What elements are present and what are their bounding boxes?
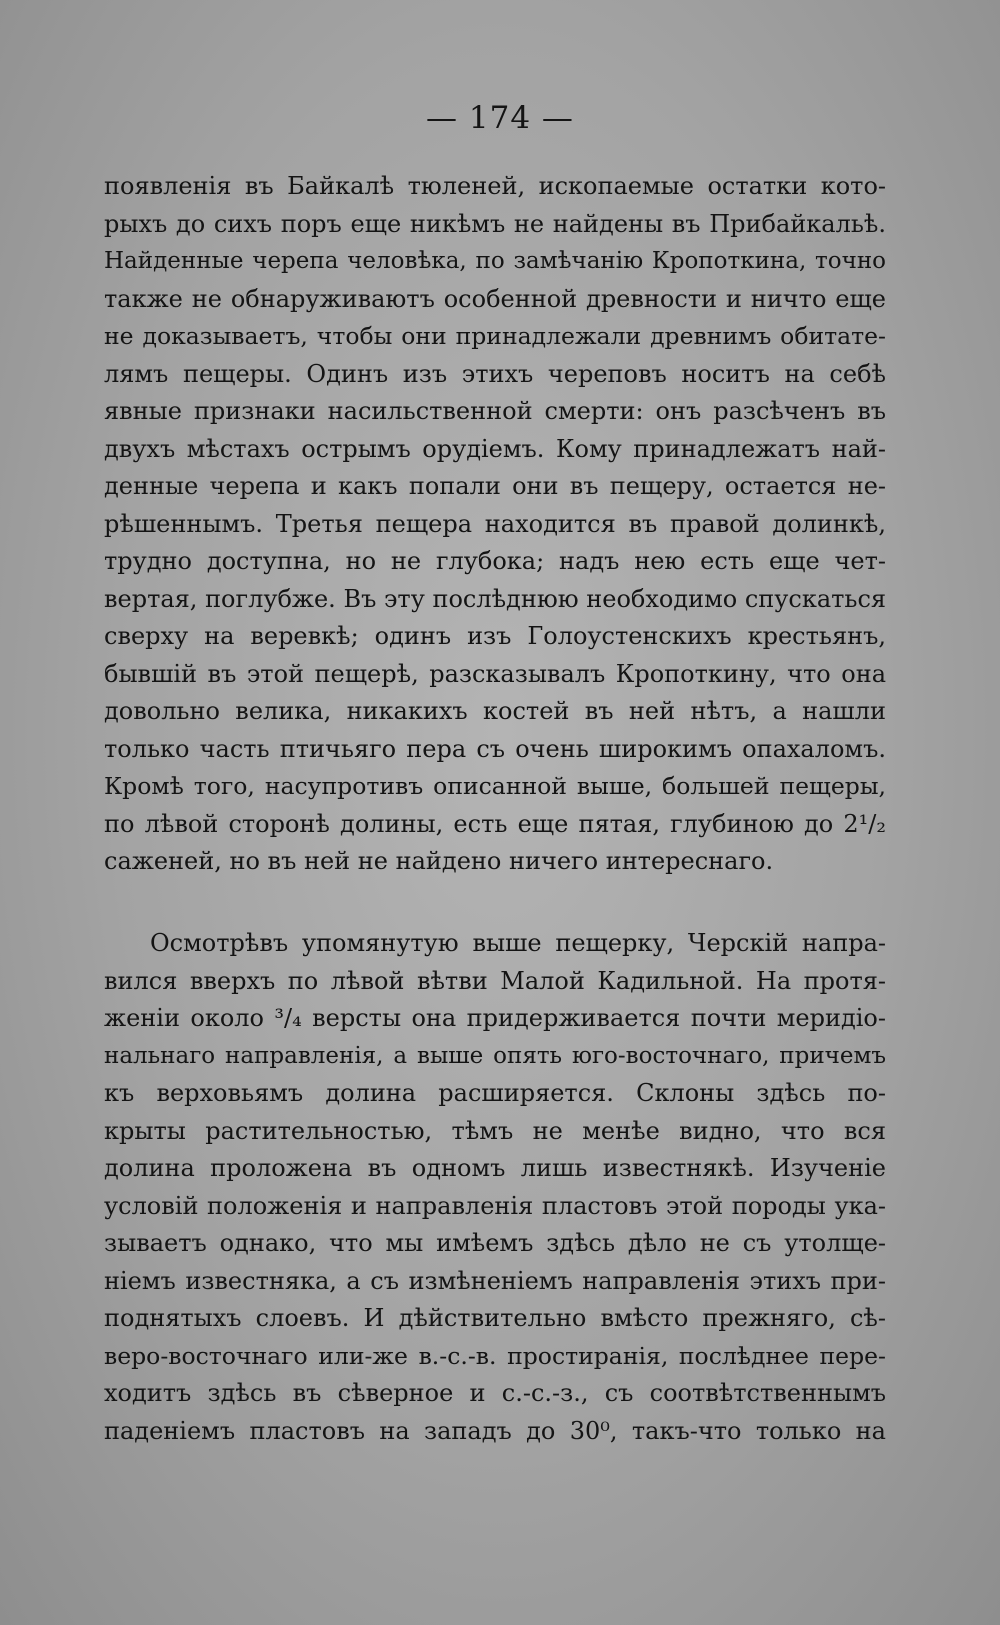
text-line: бывшій въ этой пещерѣ, разсказывалъ Кропоткину, что она: [104, 659, 886, 688]
text-line: рыхъ до сихъ поръ еще никѣмъ не найдены въ Прибайкальѣ.: [104, 209, 886, 238]
text-line: веро-восточнаго или-же в.-с.-в. простиранія, послѣднее пере-: [104, 1341, 886, 1370]
text-line: паденіемъ пластовъ на западъ до 30⁰, такъ-что только на: [104, 1416, 886, 1445]
text-line: появленія въ Байкалѣ тюленей, ископаемые остатки кото-: [104, 172, 886, 200]
text-line: Осмотрѣвъ упомянутую выше пещерку, Черскій напра-: [150, 929, 886, 957]
text-line: сверху на веревкѣ; одинъ изъ Голоустенскихъ крестьянъ,: [104, 622, 886, 650]
text-line: Кромѣ того, насупротивъ описанной выше, большей пещеры,: [104, 772, 886, 800]
text-line: саженей, но въ ней не найдено ничего интереснаго.: [104, 847, 774, 875]
text-line: по лѣвой сторонѣ долины, есть еще пятая, глубиною до 2¹/₂: [104, 809, 886, 838]
text-line: только часть птичьяго пера съ очень широкимъ опахаломъ.: [104, 734, 886, 763]
text-line: зываетъ однако, что мы имѣемъ здѣсь дѣло не съ утолще-: [104, 1229, 886, 1257]
text-line: трудно доступна, но не глубока; надъ нею есть еще чет-: [104, 547, 886, 575]
text-line: крыты растительностью, тѣмъ не менѣе видно, что вся: [104, 1116, 886, 1145]
text-line: ніемъ известняка, а съ измѣненіемъ направленія этихъ при-: [104, 1266, 886, 1295]
text-line: ходитъ здѣсь въ сѣверное и с.-с.-з., съ соотвѣтственнымъ: [104, 1379, 886, 1407]
text-line: нальнаго направленія, а выше опять юго-восточнаго, причемъ: [104, 1042, 886, 1069]
text-line: денные черепа и какъ попали они въ пещеру, остается не-: [104, 472, 886, 500]
text-line: вился вверхъ по лѣвой вѣтви Малой Кадильной. На протя-: [104, 966, 886, 995]
text-line: явные признаки насильственной смерти: онъ разсѣченъ въ: [104, 397, 886, 425]
page-number: — 174 —: [426, 100, 574, 136]
text-line: къ верховьямъ долина расширяется. Склоны здѣсь по-: [104, 1079, 886, 1107]
text-line: долина проложена въ одномъ лишь известнякѣ. Изученіе: [104, 1154, 886, 1182]
text-line: рѣшеннымъ. Третья пещера находится въ правой долинкѣ,: [104, 509, 886, 538]
text-line: условій положенія и направленія пластовъ этой породы ука-: [104, 1191, 886, 1220]
text-line: вертая, поглубже. Въ эту послѣднюю необходимо спускаться: [104, 584, 887, 613]
paragraph-1: [104, 168, 886, 881]
text-line: не доказываетъ, чтобы они принадлежали древнимъ обитате-: [104, 322, 886, 350]
text-line: двухъ мѣстахъ острымъ орудіемъ. Кому принадлежатъ най-: [104, 434, 886, 463]
text-line: лямъ пещеры. Одинъ изъ этихъ череповъ носитъ на себѣ: [104, 359, 886, 388]
text-line: женіи около ³/₄ версты она придерживается почти меридіо-: [104, 1004, 886, 1032]
text-line: поднятыхъ слоевъ. И дѣйствительно вмѣсто прежняго, сѣ-: [104, 1304, 886, 1332]
text-line: также не обнаруживаютъ особенной древности и ничто еще: [104, 284, 886, 313]
text-line: довольно велика, никакихъ костей въ ней нѣтъ, а нашли: [104, 697, 886, 725]
paragraph-2: [104, 925, 886, 1450]
text-line: Найденные черепа человѣка, по замѣчанію Кропоткина, точно: [104, 248, 886, 274]
